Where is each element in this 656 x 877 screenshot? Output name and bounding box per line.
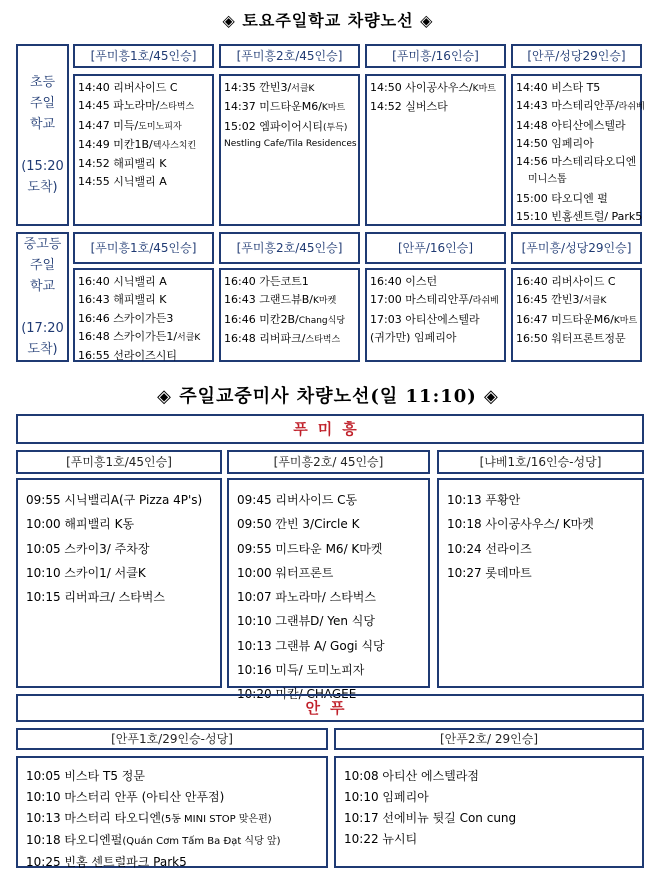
stop-landmark: (투득) bbox=[322, 122, 348, 133]
stop-name: 타오디엔 펄 bbox=[547, 191, 608, 205]
stop-landmark: 텍사스치킨 bbox=[152, 140, 197, 151]
stop-time: 14:43 bbox=[516, 99, 548, 113]
stop-row bbox=[78, 136, 209, 155]
stop-row bbox=[516, 97, 645, 116]
stop-row: 10:10 그랜뷰D/ Yen 식당 bbox=[237, 614, 375, 629]
label-line: (15:20 bbox=[21, 159, 64, 174]
sec-route-2-header: [푸미흥2호/45인승] bbox=[219, 232, 360, 264]
stop-name: 리버사이드 C bbox=[109, 81, 178, 94]
stop-landmark: Chang식당 bbox=[298, 315, 346, 326]
stop-time: 16:43 bbox=[78, 293, 110, 307]
stop-note: Nestling Cafe/Tila Residences bbox=[224, 138, 357, 149]
stop-row bbox=[370, 329, 501, 347]
stop-row: 09:45 리버사이드 C동 bbox=[237, 493, 358, 507]
stop-row bbox=[224, 330, 355, 349]
stop-time: 16:43 bbox=[224, 293, 256, 307]
elem-route-4-stops bbox=[511, 74, 645, 226]
stop-row bbox=[224, 79, 355, 98]
stop-row bbox=[26, 830, 318, 852]
stop-row bbox=[78, 273, 209, 291]
stop-row bbox=[224, 118, 355, 137]
stop-landmark: K마트 bbox=[472, 84, 496, 94]
label-line: 도착) bbox=[27, 180, 58, 195]
an-phu-banner: 안푸 bbox=[16, 694, 644, 722]
stop-time: 14:40 bbox=[78, 81, 110, 94]
stop-name: 비스타 T5 bbox=[547, 81, 601, 94]
stop-text: 10:17 선에비뉴 뒷길 Con cung bbox=[344, 811, 517, 825]
stop-time: 14:45 bbox=[78, 99, 110, 113]
stop-row bbox=[370, 98, 501, 116]
sec-route-2-stops bbox=[219, 268, 360, 362]
pmh-route-3-header: [냐베1호/16인승-성당] bbox=[437, 450, 644, 474]
stop-time: 15:10 bbox=[516, 210, 548, 224]
elem-route-3-header: [푸미흥/16인승] bbox=[365, 44, 506, 68]
stop-time: 15:02 bbox=[224, 119, 256, 133]
stop-row bbox=[224, 291, 355, 310]
stop-note: 미니스톱 bbox=[528, 174, 567, 186]
label-line: 주일 bbox=[29, 96, 56, 111]
stop-text: 10:18 타오디엔펄 bbox=[26, 833, 123, 847]
pmh-route-1-header: [푸미흥1호/45인승] bbox=[16, 450, 222, 474]
stop-row bbox=[78, 155, 209, 173]
stop-row bbox=[344, 829, 634, 850]
stop-row: 10:00 해피밸리 K동 bbox=[26, 517, 135, 532]
stop-text: 10:10 마스터리 안푸 (아티산 안푸점) bbox=[26, 790, 225, 804]
label-line: (17:20 bbox=[21, 321, 64, 336]
label-line: 도착) bbox=[27, 342, 58, 357]
stop-landmark: 서클K bbox=[291, 84, 315, 94]
stop-row bbox=[224, 311, 355, 330]
sec-route-4-header: [푸미흥/성당29인승] bbox=[511, 232, 642, 264]
stop-time: 16:48 bbox=[224, 331, 256, 345]
stop-row bbox=[224, 98, 355, 117]
stop-text: 10:05 비스타 T5 정문 bbox=[26, 769, 145, 783]
sec-route-1-header: [푸미흥1호/45인승] bbox=[73, 232, 214, 264]
stop-row: 10:05 스카이3/ 주차장 bbox=[26, 541, 150, 556]
stop-row bbox=[78, 347, 209, 365]
stop-time: 16:40 bbox=[224, 275, 256, 288]
stop-row bbox=[516, 135, 637, 153]
stop-row bbox=[370, 291, 501, 310]
stop-name: 스카이가든3 bbox=[109, 311, 174, 325]
stop-time: 16:50 bbox=[516, 331, 548, 345]
stop-time: 17:00 bbox=[370, 293, 402, 307]
stop-name: 그랜드뷰B/ bbox=[255, 293, 313, 307]
stop-landmark: 도미노피자 bbox=[138, 121, 182, 132]
stop-name: 미칸2B/ bbox=[255, 312, 299, 326]
stop-name: 마스테리타오디엔 bbox=[547, 155, 637, 169]
stop-time: 14:50 bbox=[516, 136, 548, 150]
sunday-title: ◈ 주일교중미사 차량노선(일 11:10) ◈ bbox=[157, 386, 499, 407]
stop-name: 사이공사우스/ bbox=[401, 81, 473, 94]
stop-row bbox=[78, 328, 209, 347]
stop-row: 09:50 깐빈 3/Circle K bbox=[237, 517, 360, 532]
stop-row: 10:07 파노라마/ 스타벅스 bbox=[237, 590, 376, 605]
stop-time: 16:40 bbox=[370, 275, 402, 288]
stop-name: 리버파크/ bbox=[255, 331, 306, 345]
stop-name: 가든코트1 bbox=[255, 275, 309, 288]
label-line: 중고등 bbox=[23, 237, 62, 252]
label-line: 학교 bbox=[29, 117, 56, 132]
stop-row: 10:24 선라이즈 bbox=[447, 541, 532, 556]
sec-route-1-stops bbox=[73, 268, 214, 362]
stop-row bbox=[516, 117, 637, 135]
stop-name: 미칸1B/ bbox=[109, 137, 153, 151]
stop-landmark: (5동 MINI STOP 맞은편) bbox=[160, 814, 272, 825]
stop-landmark: (Quán Cơm Tấm Ba Đạt 식당 앞) bbox=[122, 836, 281, 847]
stop-time: 15:00 bbox=[516, 191, 548, 205]
stop-time: 14:48 bbox=[516, 118, 548, 132]
stop-time: 16:40 bbox=[516, 275, 548, 288]
stop-name: 마스테리안푸/ bbox=[547, 99, 619, 113]
stop-row: 10:00 워터프론트 bbox=[237, 565, 334, 580]
stop-time: 16:46 bbox=[224, 312, 256, 326]
stop-row bbox=[26, 787, 318, 808]
anphu-route-1-stops bbox=[16, 756, 328, 868]
stop-name: 아티산에스텔라 bbox=[401, 312, 480, 326]
label-line: 학교 bbox=[29, 279, 56, 294]
stop-row bbox=[344, 808, 634, 829]
label-line: 주일 bbox=[29, 258, 56, 273]
stop-landmark: 서클K bbox=[177, 332, 201, 343]
elem-route-2-stops bbox=[219, 74, 360, 226]
stop-time: 14:52 bbox=[78, 157, 110, 171]
stop-name: 엠파이어시티 bbox=[255, 119, 323, 133]
stop-text: 10:08 아티산 에스텔라점 bbox=[344, 769, 479, 783]
stop-row bbox=[78, 79, 209, 97]
stop-landmark: K마켓 bbox=[312, 296, 337, 307]
stop-time: (귀가만) bbox=[370, 330, 411, 344]
stop-row bbox=[26, 852, 318, 873]
stop-row: 10:20 미칸/ CHAGEE bbox=[237, 687, 357, 702]
elem-route-1-stops bbox=[73, 74, 214, 226]
stop-row: 09:55 시닉밸리A(구 Pizza 4P's) bbox=[26, 493, 203, 507]
secondary-label bbox=[18, 234, 67, 360]
pmh-route-3-stops bbox=[437, 478, 644, 688]
stop-name: 미득/ bbox=[109, 118, 139, 132]
elem-route-4-header: [안푸/성당29인승] bbox=[511, 44, 642, 68]
phu-my-hung-banner: 푸미흥 bbox=[16, 414, 644, 444]
pmh-route-2-stops bbox=[227, 478, 430, 702]
stop-text: 10:25 빈홈 센트럴파크 Park5 bbox=[26, 855, 187, 869]
label-line bbox=[18, 297, 67, 318]
stop-row bbox=[78, 291, 209, 309]
stop-row bbox=[516, 79, 637, 97]
stop-row bbox=[78, 117, 209, 136]
stop-row bbox=[516, 291, 637, 310]
elementary-label-box bbox=[16, 44, 69, 226]
stop-name: 미드타운M6/ bbox=[255, 100, 322, 114]
stop-landmark: 서클K bbox=[583, 296, 607, 307]
stop-row bbox=[370, 79, 501, 98]
stop-row: 10:13 그랜뷰 A/ Gogi 식당 bbox=[237, 638, 385, 653]
stop-name: 실버스타 bbox=[401, 100, 448, 114]
label-line bbox=[18, 135, 67, 156]
stop-time: 16:47 bbox=[516, 312, 548, 326]
stop-name: 해피밸리 K bbox=[109, 157, 167, 171]
stop-row: 10:13 푸황안 bbox=[447, 493, 521, 507]
stop-landmark: 라쉬베 bbox=[472, 296, 499, 307]
stop-name: 미드타운M6/ bbox=[547, 312, 614, 326]
stop-row bbox=[516, 330, 637, 348]
elem-route-3-stops bbox=[365, 74, 506, 226]
stop-row: 10:27 롯데마트 bbox=[447, 565, 532, 580]
stop-time: 16:40 bbox=[78, 275, 110, 288]
stop-name: 깐빈3/ bbox=[255, 81, 292, 94]
stop-row bbox=[78, 173, 209, 191]
stop-landmark: K마트 bbox=[613, 315, 638, 326]
anphu-route-2-stops bbox=[334, 756, 644, 868]
pmh-route-1-stops bbox=[16, 478, 222, 688]
stop-time: 14:55 bbox=[78, 175, 110, 189]
stop-time: 14:52 bbox=[370, 100, 402, 114]
stop-time: 14:35 bbox=[224, 81, 256, 94]
sec-route-3-stops bbox=[365, 268, 506, 362]
stop-row bbox=[516, 273, 637, 291]
stop-time: 16:48 bbox=[78, 329, 110, 343]
stop-name: 깐빈3/ bbox=[547, 293, 584, 307]
stop-row: 10:15 리버파크/ 스타벅스 bbox=[26, 590, 165, 605]
stop-name: 시닉밸리 A bbox=[109, 175, 167, 189]
stop-time: 16:45 bbox=[516, 293, 548, 307]
stop-row bbox=[344, 787, 634, 808]
stop-name: 해피밸리 K bbox=[109, 293, 167, 307]
stop-name: 파노라마/ bbox=[109, 99, 160, 113]
elem-route-1-header: [푸미흥1호/45인승] bbox=[73, 44, 214, 68]
stop-name: 리버사이드 C bbox=[547, 275, 616, 288]
stop-row bbox=[26, 766, 318, 787]
stop-time: 14:47 bbox=[78, 118, 110, 132]
stop-name: 아티산에스텔라 bbox=[547, 118, 626, 132]
stop-time: 17:03 bbox=[370, 312, 402, 326]
anphu-route-2-header: [안푸2호/ 29인승] bbox=[334, 728, 644, 750]
stop-landmark: 라쉬베 bbox=[618, 102, 645, 113]
stop-row bbox=[370, 311, 501, 329]
stop-row bbox=[344, 766, 634, 787]
stop-row: 10:16 미득/ 도미노피자 bbox=[237, 663, 365, 678]
stop-row bbox=[516, 153, 637, 171]
stop-row: 10:18 사이공사우스/ K마켓 bbox=[447, 517, 594, 532]
stop-landmark: 스타벅스 bbox=[159, 102, 195, 113]
secondary-label-box bbox=[16, 232, 69, 362]
stop-time: 14:37 bbox=[224, 100, 256, 114]
stop-row bbox=[516, 190, 637, 208]
stop-row: 09:55 미드타운 M6/ K마켓 bbox=[237, 541, 383, 556]
stop-row bbox=[516, 208, 643, 226]
stop-name: 마스테리안푸/ bbox=[401, 293, 473, 307]
stop-row bbox=[516, 311, 637, 330]
label-line: 초등 bbox=[29, 75, 56, 90]
sec-route-4-stops bbox=[511, 268, 642, 362]
stop-time: 14:50 bbox=[370, 81, 402, 94]
stop-row bbox=[78, 310, 209, 328]
elem-route-2-header: [푸미흥2호/45인승] bbox=[219, 44, 360, 68]
stop-name: 이스턴 bbox=[401, 275, 438, 288]
elementary-label bbox=[18, 72, 67, 198]
stop-text: 10:10 임페리아 bbox=[344, 790, 429, 804]
stop-time: 14:40 bbox=[516, 81, 548, 94]
stop-name: 빈홈센트럴/ Park5 bbox=[547, 210, 643, 224]
stop-time: 16:46 bbox=[78, 311, 110, 325]
stop-landmark: 스타벅스 bbox=[305, 334, 341, 345]
stop-landmark: K마트 bbox=[321, 103, 346, 114]
stop-row bbox=[78, 97, 209, 116]
stop-row bbox=[26, 808, 318, 830]
stop-text: 10:22 뉴시티 bbox=[344, 832, 418, 846]
anphu-route-1-header: [안푸1호/29인승-성당] bbox=[16, 728, 328, 750]
stop-name: 선라이즈시티 bbox=[109, 349, 177, 363]
stop-time: 14:56 bbox=[516, 155, 548, 169]
stop-name: 시닉밸리 A bbox=[109, 275, 167, 288]
pmh-route-2-header: [푸미흥2호/ 45인승] bbox=[227, 450, 430, 474]
stop-row bbox=[370, 273, 501, 291]
stop-time: 16:55 bbox=[78, 349, 110, 363]
saturday-title: ◈ 토요주일학교 차량노선 ◈ bbox=[222, 11, 434, 30]
stop-name: 임페리아 bbox=[547, 136, 594, 150]
stop-row: 10:10 스카이1/ 서클K bbox=[26, 565, 146, 580]
stop-text: 10:13 마스터리 타오디엔 bbox=[26, 811, 161, 825]
stop-name: 임페리아 bbox=[410, 330, 457, 344]
sec-route-3-header: [안푸/16인승] bbox=[365, 232, 506, 264]
stop-name: 스카이가든1/ bbox=[109, 329, 178, 343]
stop-name: 워터프론트정문 bbox=[547, 331, 626, 345]
stop-row bbox=[224, 273, 355, 291]
stop-time: 14:49 bbox=[78, 137, 110, 151]
